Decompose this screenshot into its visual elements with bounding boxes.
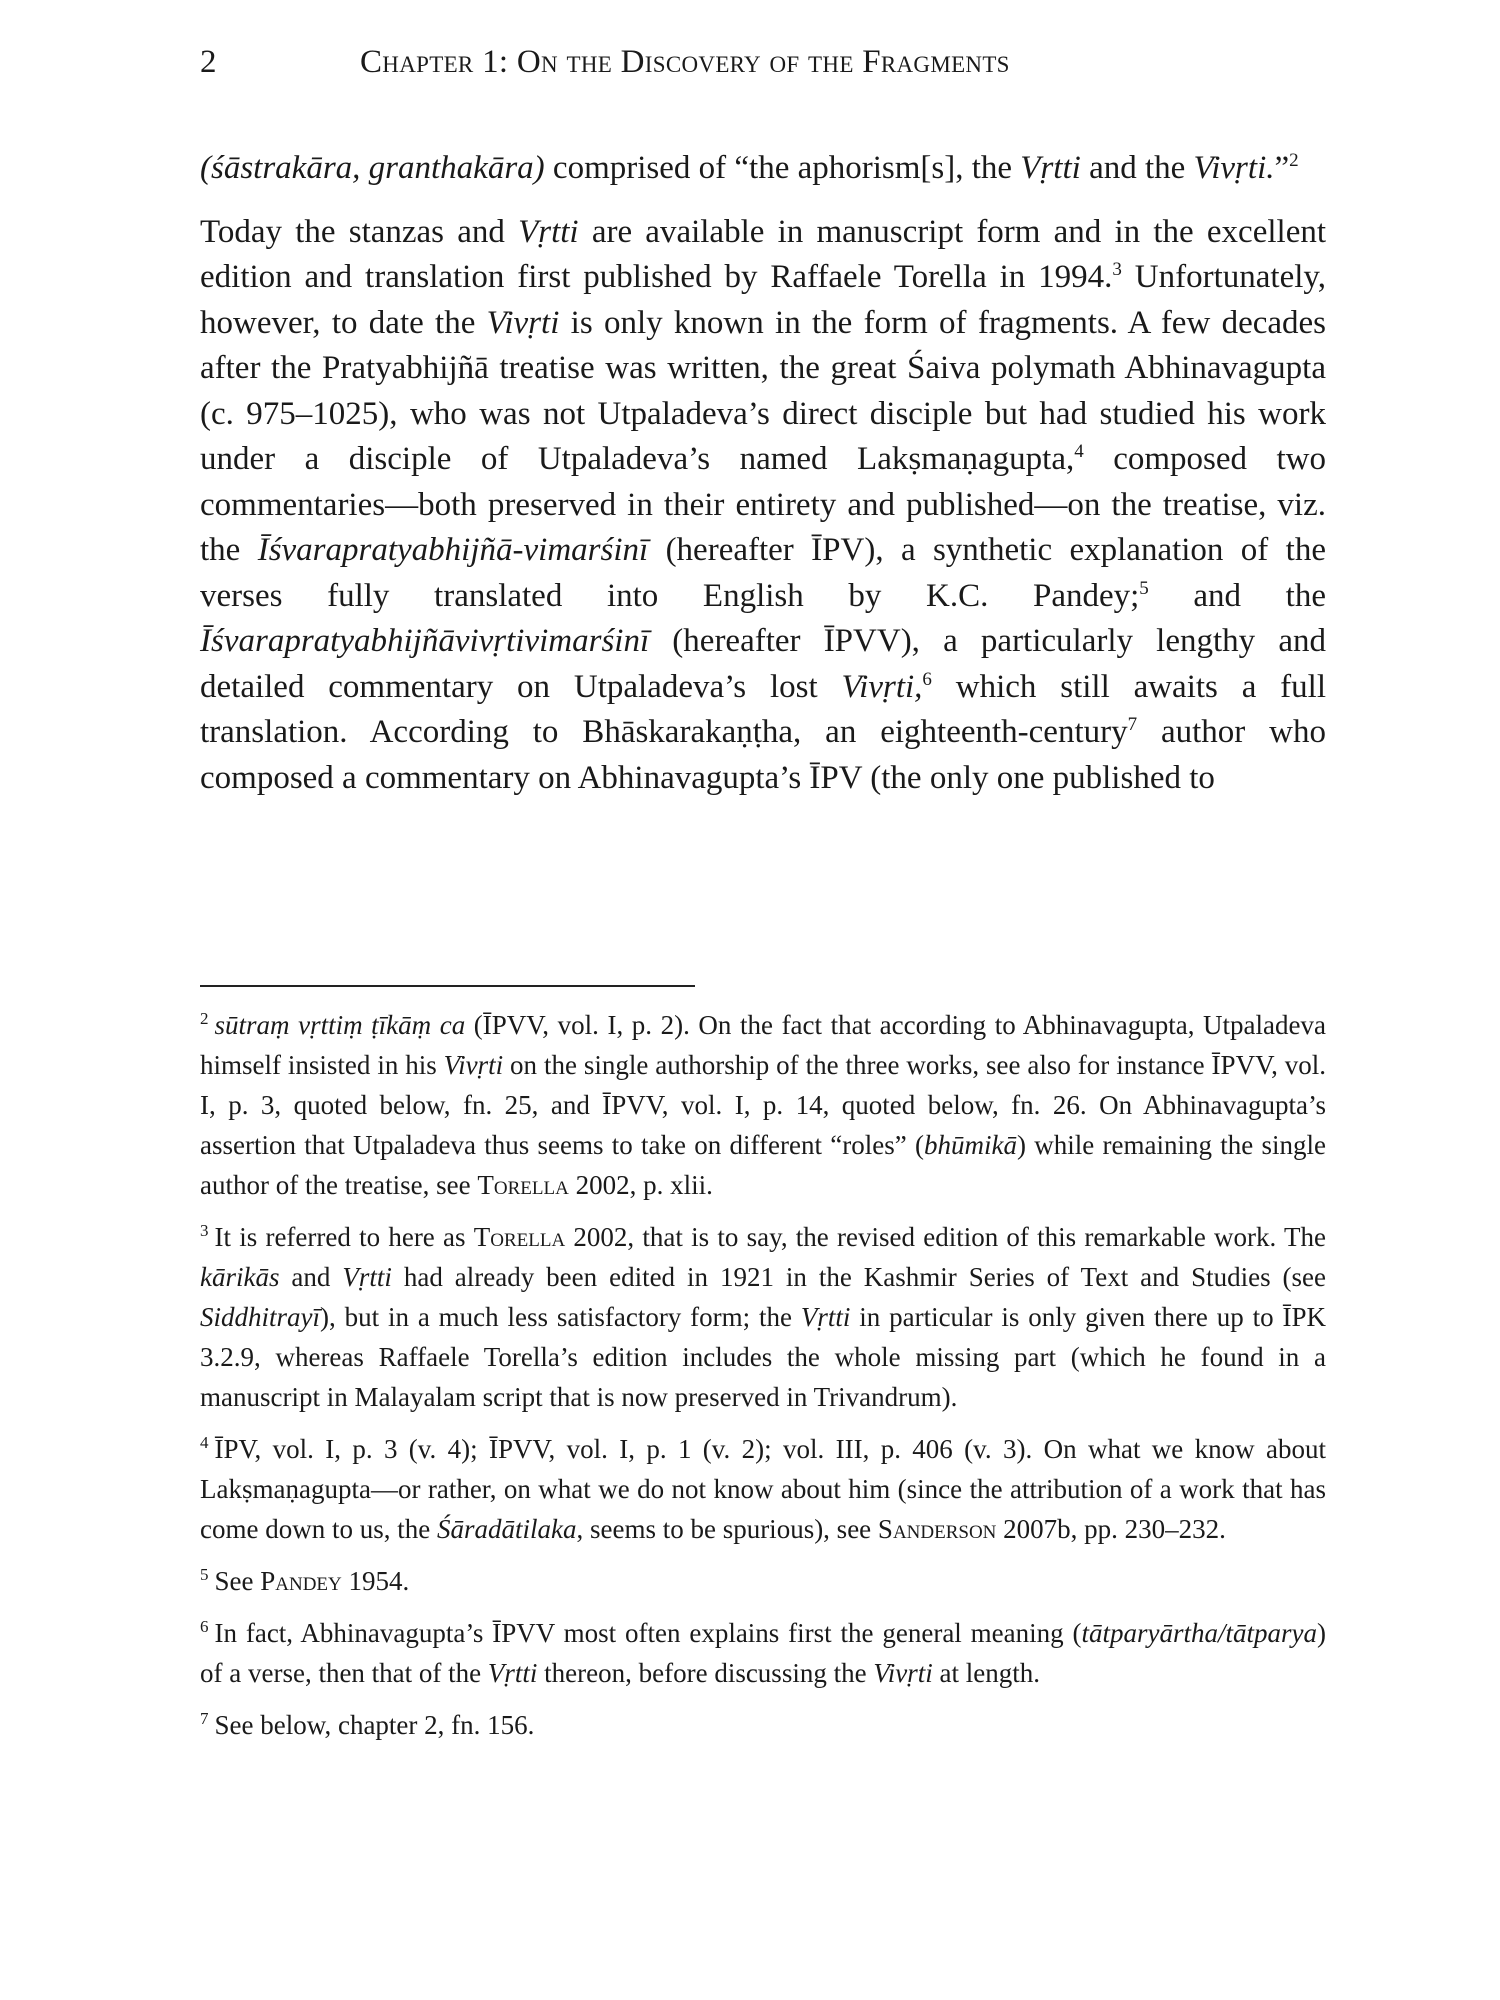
footnote-ref: 7 xyxy=(1127,714,1138,735)
footnote-ref: 6 xyxy=(922,668,932,690)
footnote-7: $^7$ See below, chapter 2, fn. 156. xyxy=(200,1709,535,1740)
footnote-ref: 3 xyxy=(1112,259,1122,280)
paragraph-2: Today the stanzas and Vṛtti are available in manuscript form and in the excellent edition and translation first published by Raffaele Torella in 1994.$^3$ Unfortunately, however, to date the Vivṛti is only known in the form of fragments. A few decades after the Pratyabhijñā treatise was written, the great Śaiva polymath Abhinavagupta (c. 975–1025), who was not Utpaladeva’s direct disciple but had studied his work under a disciple of Utpaladeva’s named Lakṣmaṇagupta,$^4$ composed two commentaries—both preserved in their entirety and published—on the treatise, viz. the Īśvarapratyabhijñā-vimarśinī (hereafter ĪPV), a synthetic explanation of the verses fully translated into English by K.C. Pandey;$^5$ and the Īśvarapratyabhijñāvivṛtivimarśinī (hereafter ĪPVV), a particularly lengthy and detailed commentary on Utpaladeva’s lost Vivṛti,$^6$ which still awaits a full translation. According to Bhāskarakaṇṭha, an eighteenth-century$^7$ author who composed a commentary on Abhinavagupta’s ĪPV (the only one published to xyxy=(200,213,1327,796)
footnote-ref: 2 xyxy=(1289,150,1299,171)
page-header xyxy=(200,44,1330,94)
running-head: Chapter 1: On the Discovery of the Fragments xyxy=(360,44,1010,80)
footnotes xyxy=(200,1005,1326,1745)
footnote-3: $^3$ It is referred to here as Torella 2002, that is to say, the revised edition of this remarkable work. The kārikās and Vṛtti had already been edited in 1921 in the Kashmir Series of Text and Studies (see Siddhitrayī), but in a much less satisfactory form; the Vṛtti in particular is only given there up to ĪPK 3.2.9, whereas Raffaele Torella’s edition includes the whole missing part (which he found in a manuscript in Malayalam script that is now preserved in Trivandrum). xyxy=(200,1221,1326,1412)
footnote-6: $^6$ In fact, Abhinavagupta’s ĪPVV most often explains first the general meaning (tātparyārtha/tātparya) of a verse, then that of the Vṛtti thereon, before discussing the Vivṛti at length. xyxy=(200,1617,1326,1688)
paragraph-1: (śāstrakāra, granthakāra) comprised of “the aphorism[s], the Vṛtti and the Vivṛti.”$^2$ xyxy=(200,150,1299,186)
footnote-separator xyxy=(200,985,695,987)
footnote-ref: 4 xyxy=(1074,441,1084,462)
footnote-4: $^4$ ĪPV, vol. I, p. 3 (v. 4); ĪPVV, vol. I, p. 1 (v. 2); vol. III, p. 406 (v. 3). On what we know about Lakṣmaṇagupta—or rather, on what we do not know about him (since the attribution of a work that has come down to us, the Śāradātilaka, seems to be spurious), see Sanderson 2007b, pp. 230–232. xyxy=(200,1433,1326,1544)
page-number: 2 xyxy=(200,44,217,80)
footnote-2: $^2$ sūtraṃ vṛttiṃ ṭīkāṃ ca (ĪPVV, vol. I, p. 2). On the fact that according to Abhinavagupta, Utpaladeva himself insisted in his Vivṛti on the single authorship of the three works, see also for instance ĪPVV, vol. I, p. 3, quoted below, fn. 25, and ĪPVV, vol. I, p. 14, quoted below, fn. 26. On Abhinavagupta’s assertion that Utpaladeva thus seems to take on different “roles” (bhūmikā) while remaining the single author of the treatise, see Torella 2002, p. xlii. xyxy=(200,1009,1326,1200)
footnote-ref: 5 xyxy=(1139,577,1149,599)
main-text xyxy=(200,146,1326,801)
footnote-5: $^5$ See Pandey 1954. xyxy=(200,1565,410,1596)
